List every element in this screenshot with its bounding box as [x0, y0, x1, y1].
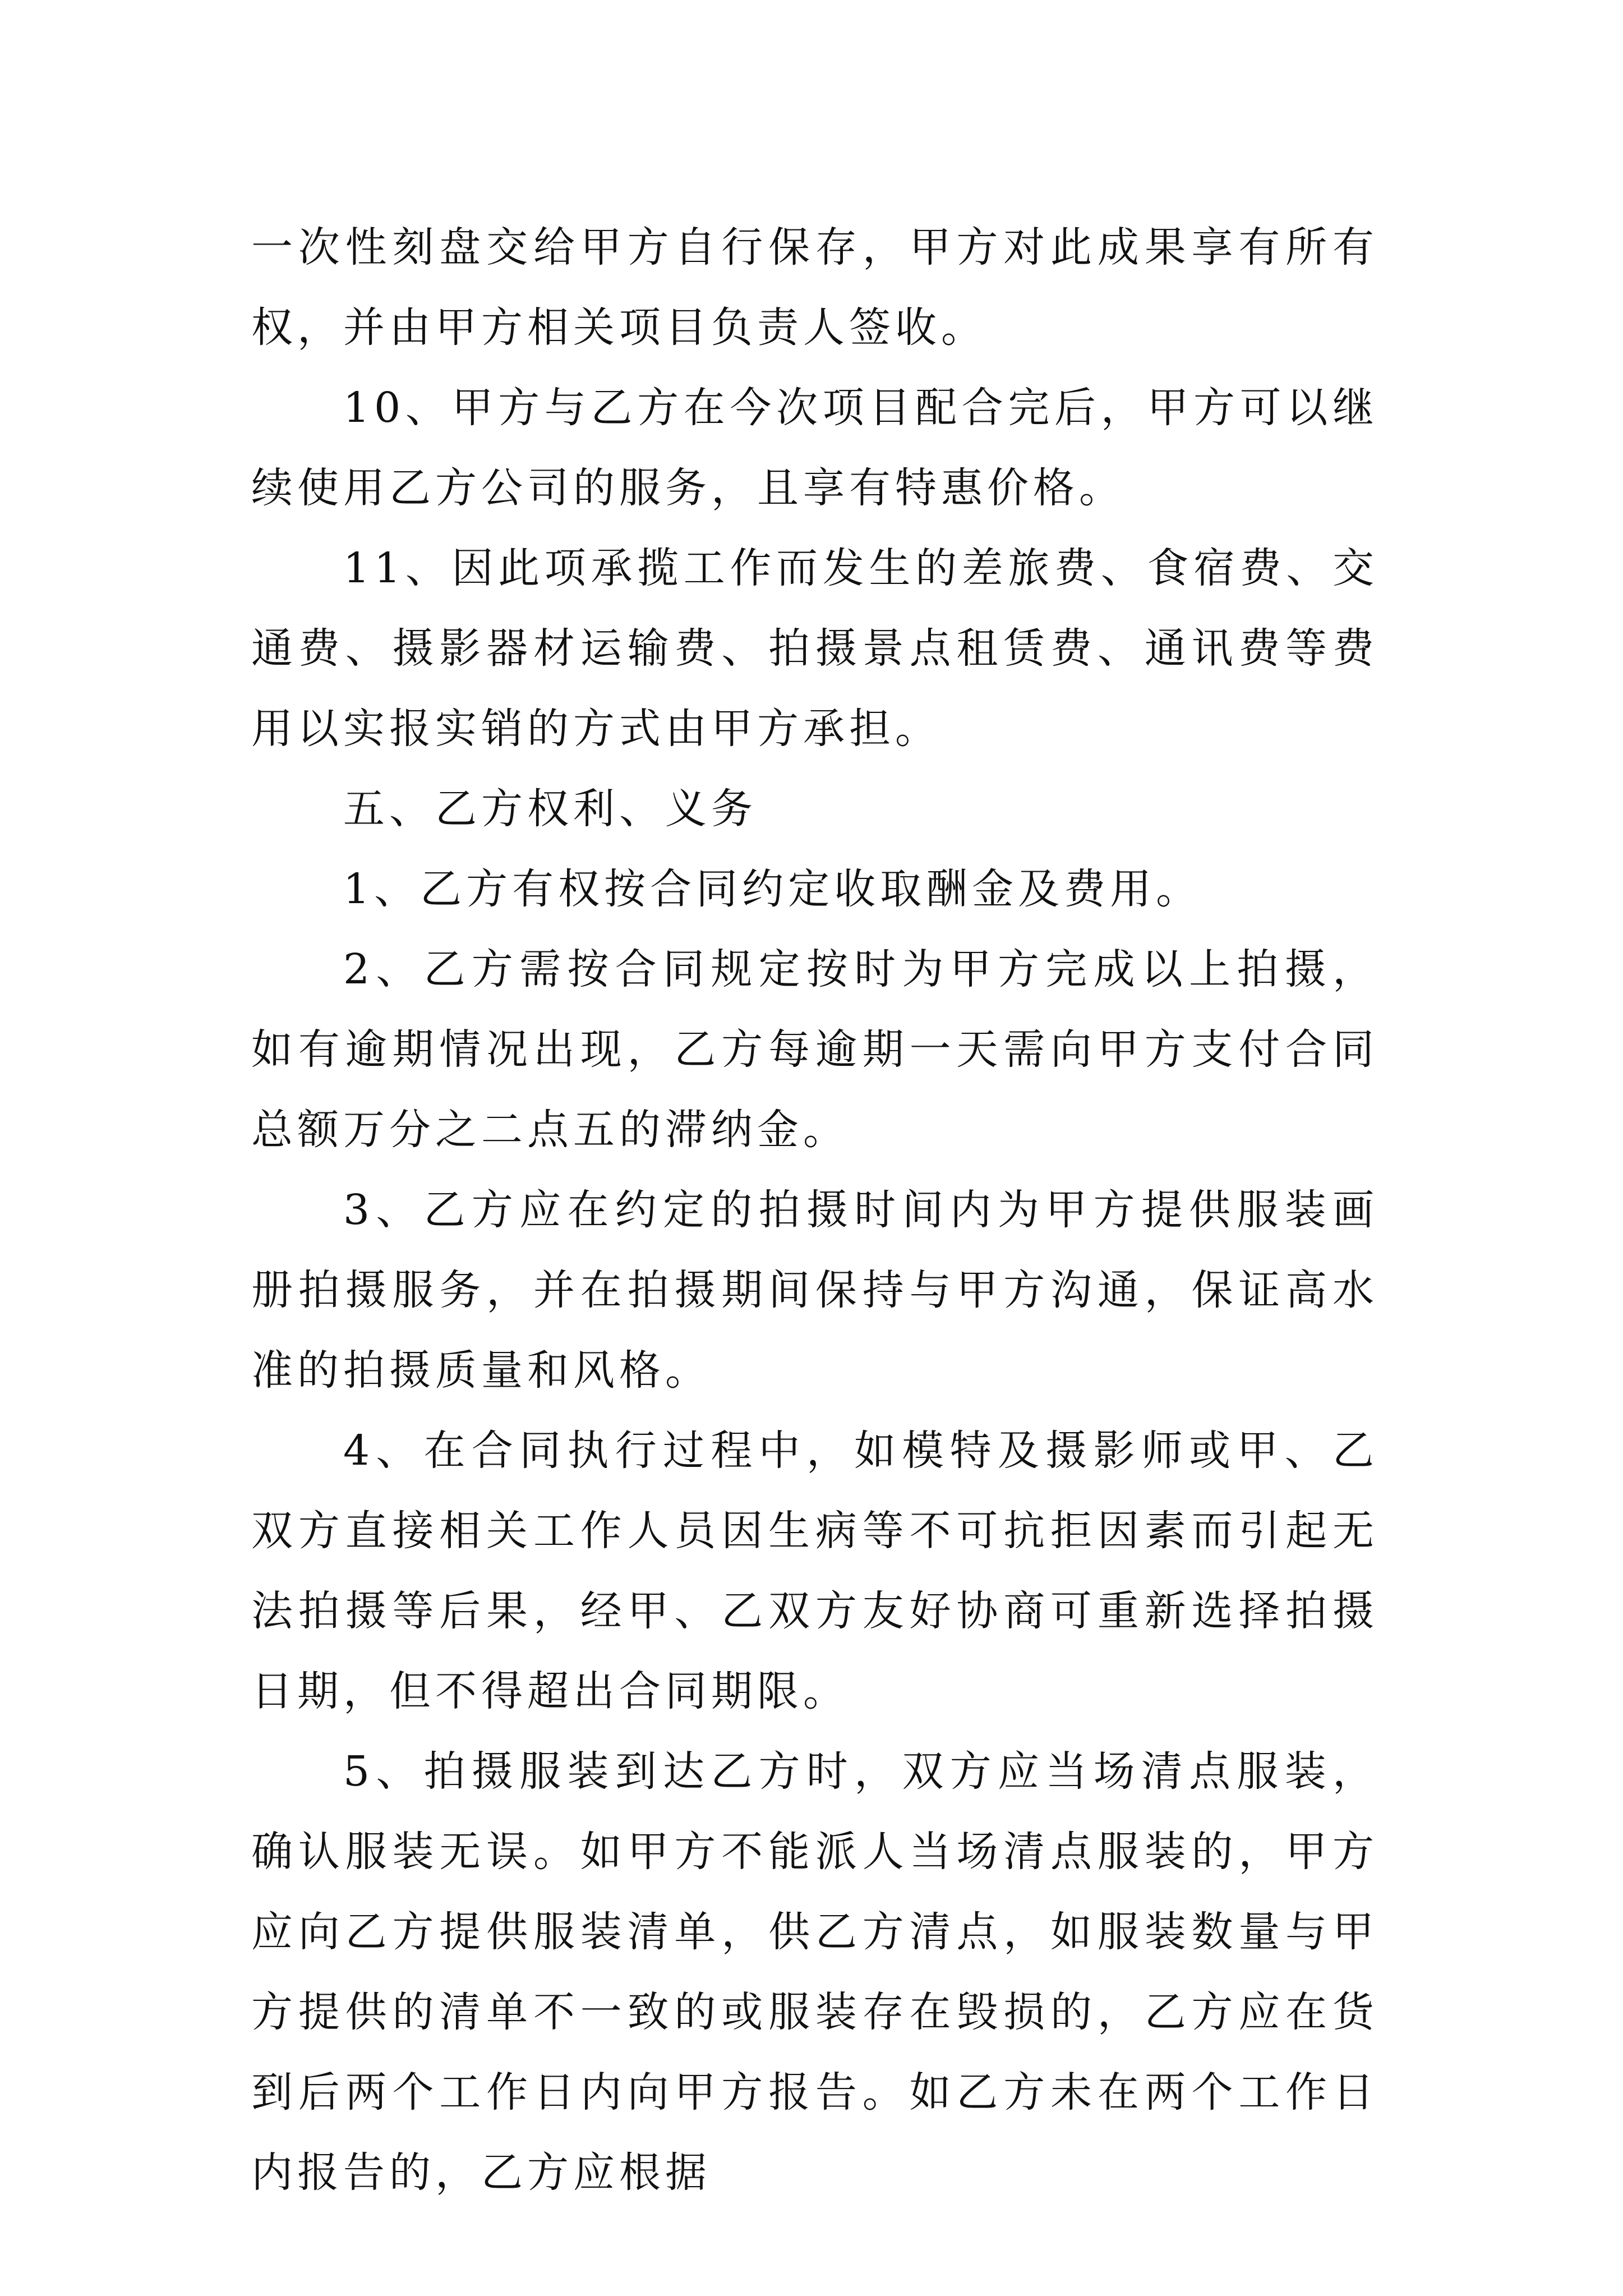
section-heading-party-b-rights: 五、乙方权利、义务 [343, 785, 757, 833]
paragraph-b-clause-1: 1、乙方有权按合同约定收取酬金及费用。 [343, 865, 1202, 913]
paragraph-b-clause-3: 3、乙方应在约定的拍摄时间内为甲方提供服装画册拍摄服务，并在拍摄期间保持与甲方沟通，保证高水准的拍摄质量和风格。 [251, 1186, 1378, 1395]
paragraph-b-clause-2: 2、乙方需按合同规定按时为甲方完成以上拍摄，如有逾期情况出现，乙方每逾期一天需向甲方支付合同总额万分之二点五的滞纳金。 [251, 945, 1378, 1154]
paragraph-b-clause-4: 4、在合同执行过程中，如模特及摄影师或甲、乙双方直接相关工作人员因生病等不可抗拒因素而引起无法拍摄等后果，经甲、乙双方友好协商可重新选择拍摄日期，但不得超出合同期限。 [251, 1427, 1378, 1715]
paragraph-clause-11: 11、因此项承揽工作而发生的差旅费、食宿费、交通费、摄影器材运输费、拍摄景点租赁费、通讯费等费用以实报实销的方式由甲方承担。 [251, 544, 1378, 753]
paragraph-continuation: 一次性刻盘交给甲方自行保存，甲方对此成果享有所有权，并由甲方相关项目负责人签收。 [251, 223, 1378, 352]
document-body [251, 208, 1378, 2213]
paragraph-clause-10: 10、甲方与乙方在今次项目配合完后，甲方可以继续使用乙方公司的服务，且享有特惠价格。 [251, 384, 1378, 512]
paragraph-b-clause-5: 5、拍摄服装到达乙方时，双方应当场清点服装，确认服装无误。如甲方不能派人当场清点服装的，甲方应向乙方提供服装清单，供乙方清点，如服装数量与甲方提供的清单不一致的或服装存在毁损的，乙方应在货到后两个工作日内向甲方报告。如乙方未在两个工作日内报告的，乙方应根据 [251, 1747, 1378, 2197]
